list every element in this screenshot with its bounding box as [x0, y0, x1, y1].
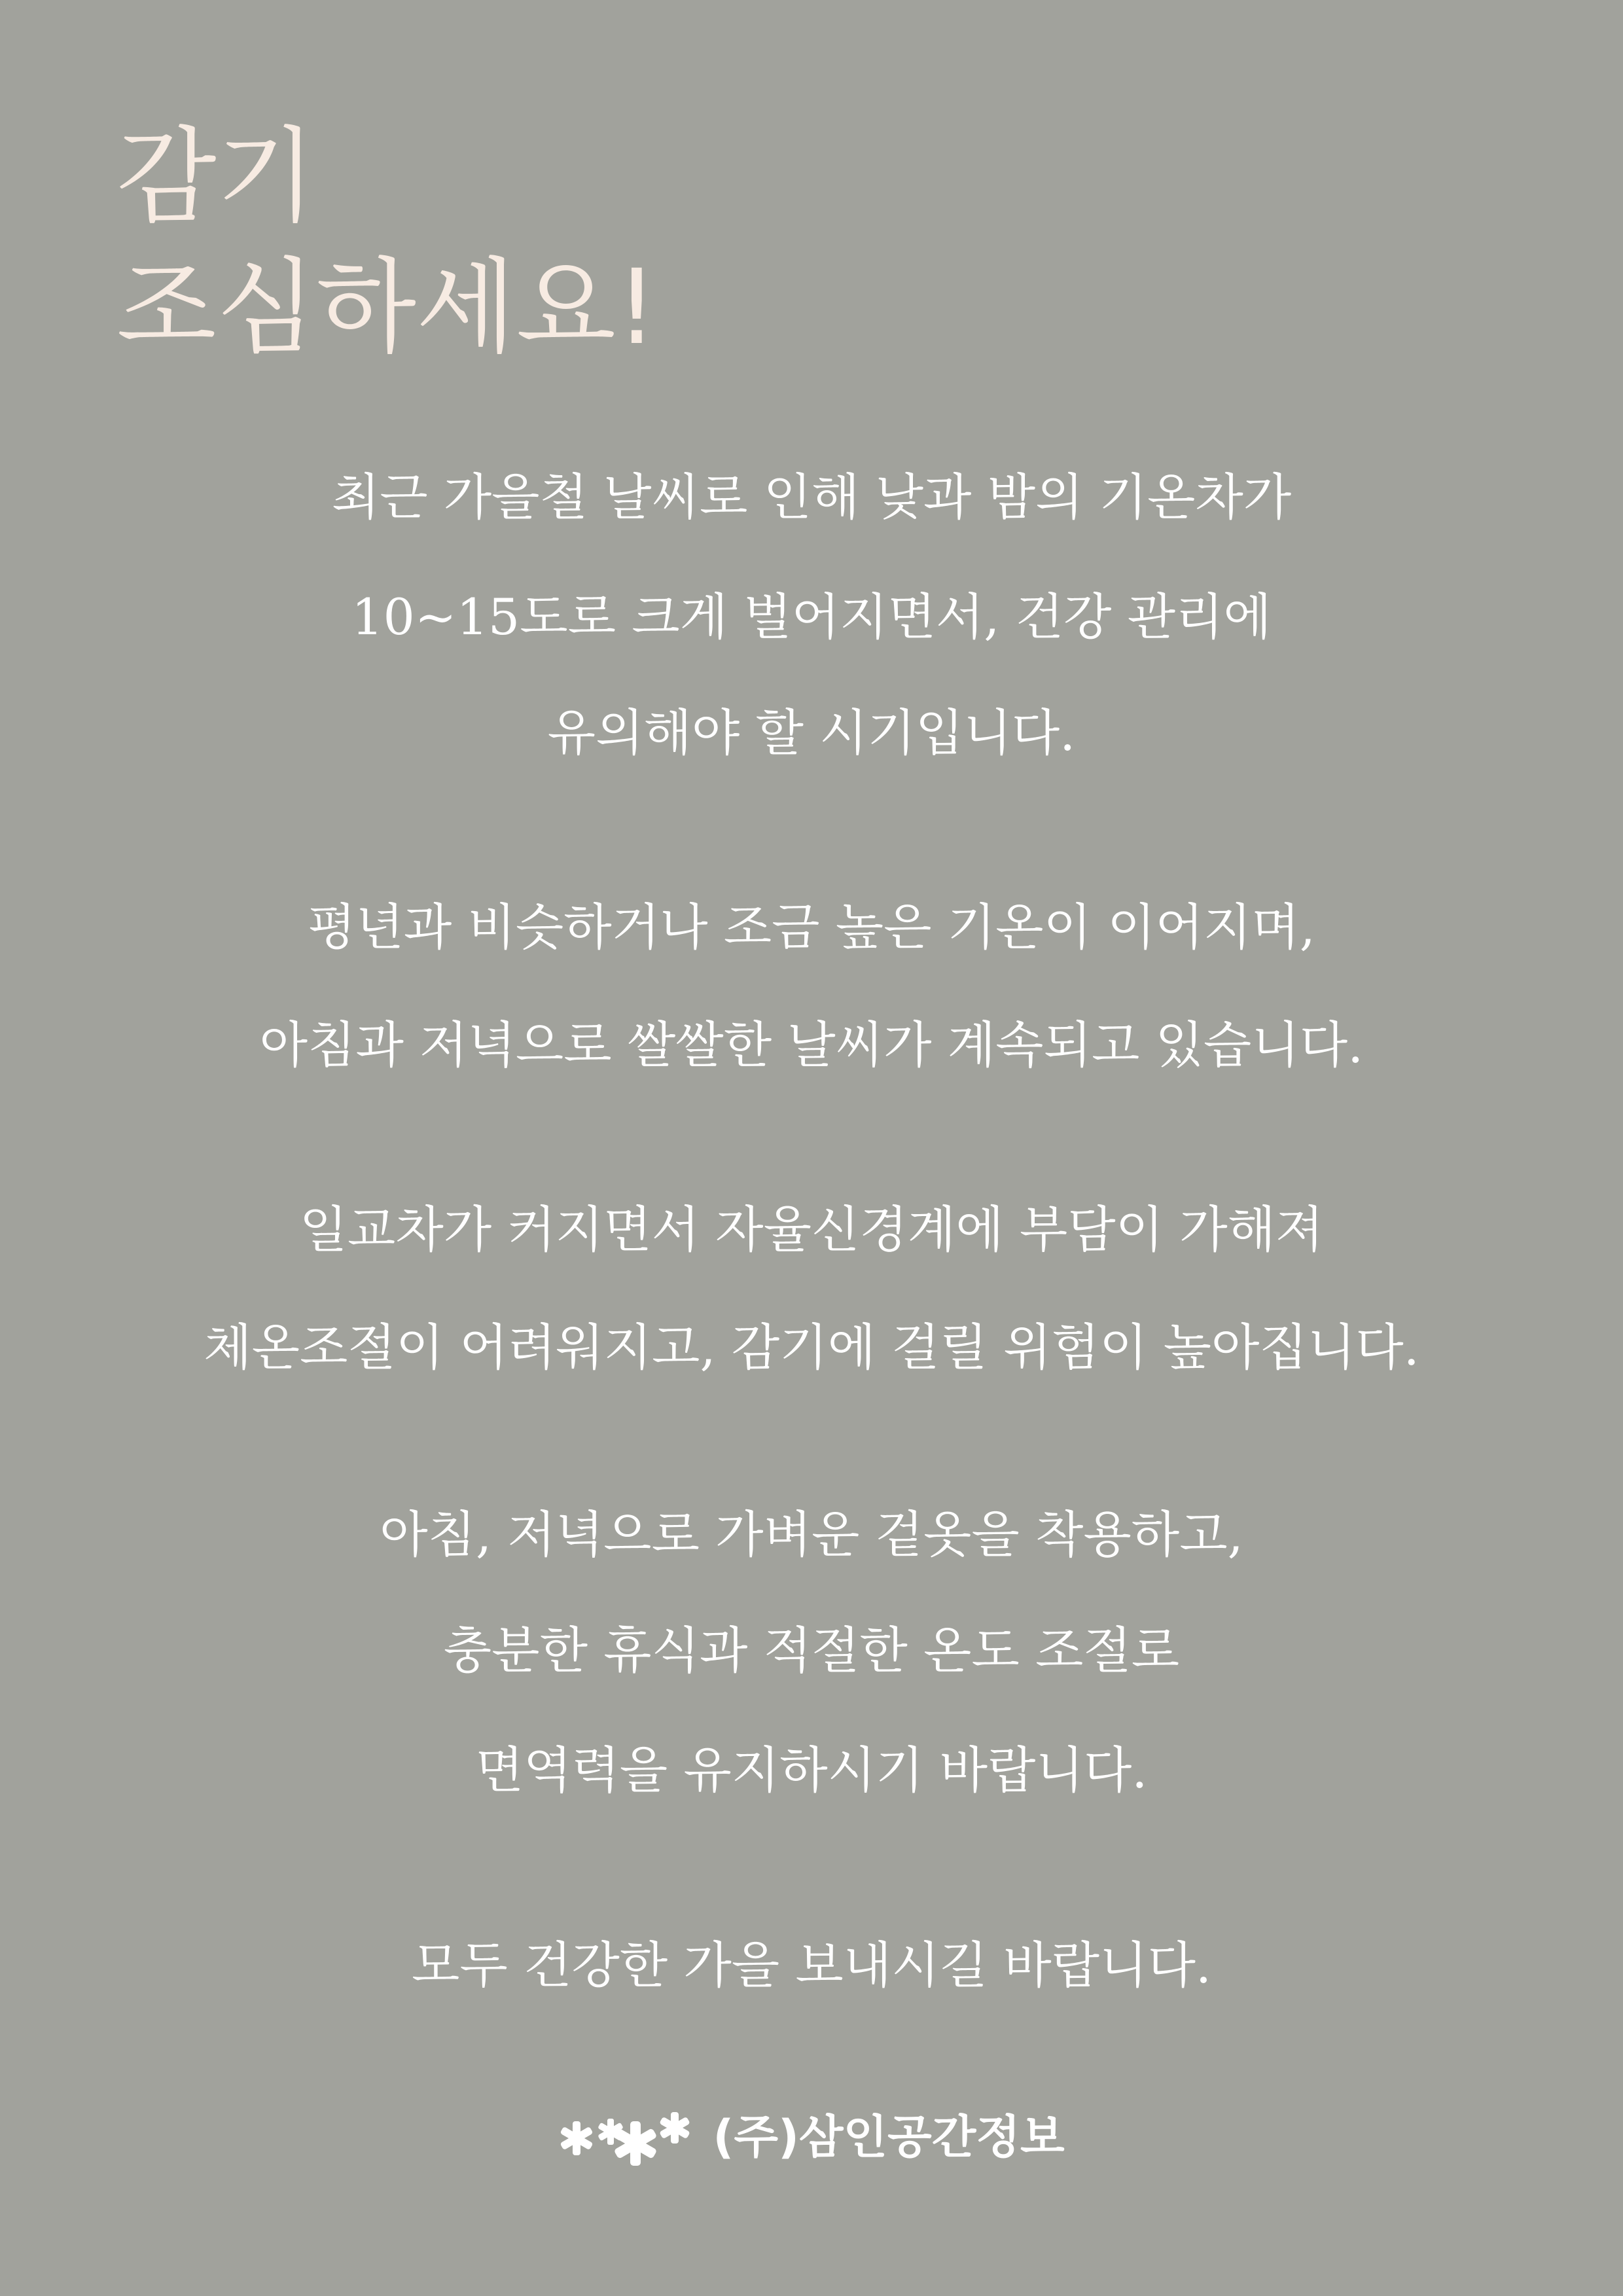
company-footer: [0, 2101, 1623, 2173]
body-line: 면역력을 유지하시기 바랍니다.: [475, 1741, 1148, 1799]
title-line-1: 감기: [116, 117, 317, 237]
body-line: 평년과 비슷하거나 조금 높은 기온이 이어지며,: [308, 898, 1315, 956]
company-name: (주)삼인공간정보: [713, 2110, 1065, 2164]
body-line: 10~15도로 크게 벌어지면서, 건강 관리에: [351, 588, 1272, 646]
body-line: 충분한 휴식과 적절한 온도 조절로: [443, 1621, 1180, 1679]
body-line: 일교차가 커지면서 자율신경계에 부담이 가해져: [299, 1200, 1324, 1259]
body-line: 유의해야 할 시기입니다.: [547, 704, 1076, 762]
body-line: 아침, 저녁으로 가벼운 겉옷을 착용하고,: [380, 1505, 1243, 1564]
body-line: 모두 건강한 가을 보내시길 바랍니다.: [411, 1936, 1212, 1994]
body-line: 아침과 저녁으로 쌀쌀한 날씨가 계속되고 있습니다.: [259, 1016, 1364, 1074]
asterisk-cluster-logo-icon: [558, 2104, 696, 2170]
body-line: 최근 가을철 날씨로 인해 낮과 밤의 기온차가: [331, 468, 1292, 526]
title-line-2: 조심하세요!: [116, 247, 658, 368]
body-line: 체온조절이 어려워지고, 감기에 걸릴 위험이 높아집니다.: [204, 1318, 1419, 1376]
